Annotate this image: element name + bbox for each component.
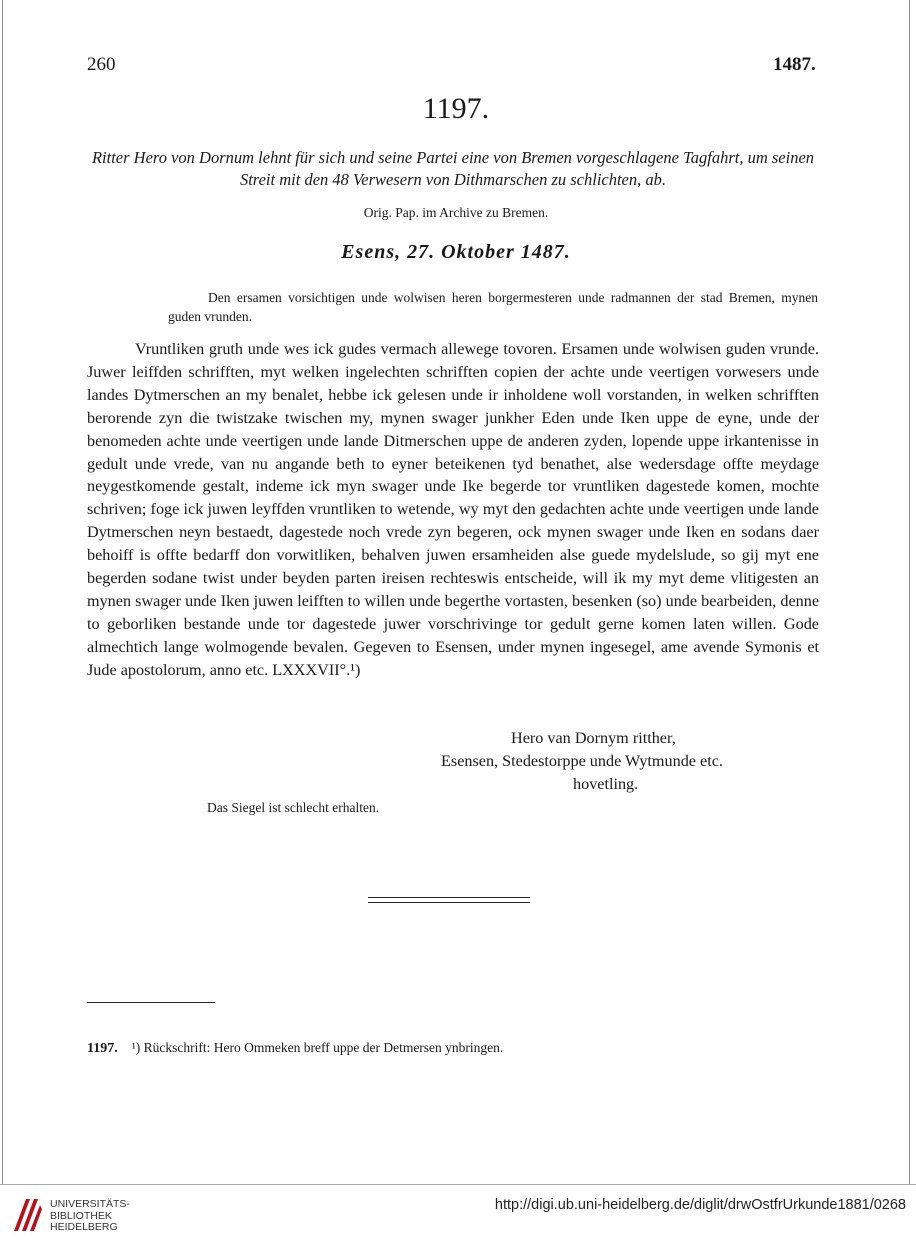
- section-divider-bottom: [368, 902, 530, 903]
- viewer-footer: [0, 1184, 916, 1251]
- letter-address: Den ersamen vorsichtigen unde wolwisen heren borgermesteren unde radmannen der stad Bremen, mynen guden vrunden.: [168, 290, 818, 324]
- page-number: 260: [87, 54, 116, 75]
- letter-body: Vruntliken gruth unde wes ick gudes vermach allewege tovoren. Ersamen unde wolwisen guden vrunde. Juwer leiffden schrifften, myt welken ingelechten schrifften copien der achte unde veertigen vorwesers unde landes Dytmerschen an my benalet, hebbe ick gelesen unde ir inholdene woll vorstanden, in welken schrifften berorende zyn die twistzake twischen my, mynen swager junkher Eden unde Iken uppe de eyne, unde der benomeden achte unde veertigen unde lande Ditmerschen uppe de anderen zyden, lopende uppe irkantenisse in gedult unde vrede, van nu angande beth to eyner beteikenen tyd benathet, alse wedersdage offte meydage neygestkomende gestalt, indeme ick myn swager unde Ike begerde tor vruntliken dagestede komen, mochte schriven; foge ick juwen leyffden vruntliken to wetende, wy myt den gedachten achte unde veertigen unde lande Dytmerschen neyn bestaedt, dagestede noch vrede zyn begeren, ock mynen swager unde Iken en sodans daer behoiff is offte bedarff don vorwitliken, behalven juwen ersamheiden alse guede mydelslude, so gij myt ene begerden sodane twist under beyden parten ireisen rechteswis entscheide, will ik my myt deme vlitigesten an mynen swager unde Iken juwen leifften to willen unde begerthe vortasten, besenken (so) unde bearbeiden, denne to geborliken bestande unde tor dagestede juwer vorschrivinge tor gedult gerne komen laten willen. Gode almechtich lange wolmogende bevalen. Gegeven to Esensen, under mynen ingesegel, ame avende Symonis et Jude apostolorum, anno etc. LXXXVII°.¹): [87, 340, 819, 679]
- footnote-text: ¹) Rückschrift: Hero Ommeken breff uppe der Detmersen ynbringen.: [131, 1040, 504, 1055]
- section-divider-top: [368, 897, 530, 898]
- source-note: Orig. Pap. im Archive zu Bremen.: [363, 205, 549, 220]
- library-name: UNIVERSITÄTS- BIBLIOTHEK HEIDELBERG: [50, 1198, 130, 1233]
- footnote-ref: 1197.: [87, 1041, 118, 1056]
- footnote-rule: [87, 1002, 215, 1003]
- seal-note: Das Siegel ist schlecht erhalten.: [207, 800, 380, 815]
- university-library-logo-icon: [10, 1195, 44, 1235]
- signature-line-3: hovetling.: [573, 775, 639, 793]
- dateline: Esens, 27. Oktober 1487.: [341, 241, 571, 263]
- signature-line-2: Esensen, Stedestorppe unde Wytmunde etc.: [441, 752, 723, 770]
- running-year: 1487.: [773, 54, 816, 75]
- permalink-url[interactable]: http://digi.ub.uni-heidelberg.de/diglit/drwOstfrUrkunde1881/0268: [494, 1197, 906, 1213]
- signature-line-1: Hero van Dornym ritther,: [511, 729, 676, 747]
- footnote: [87, 1040, 503, 1057]
- scanned-page: [2, 0, 910, 1184]
- document-number: 1197.: [422, 92, 490, 125]
- regest-summary: Ritter Hero von Dornum lehnt für sich und seine Partei eine von Bremen vorgeschlagene Tagfahrt, um seinen Streit mit den 48 Verwesern von Dithmarschen zu schlichten, ab.: [91, 148, 815, 189]
